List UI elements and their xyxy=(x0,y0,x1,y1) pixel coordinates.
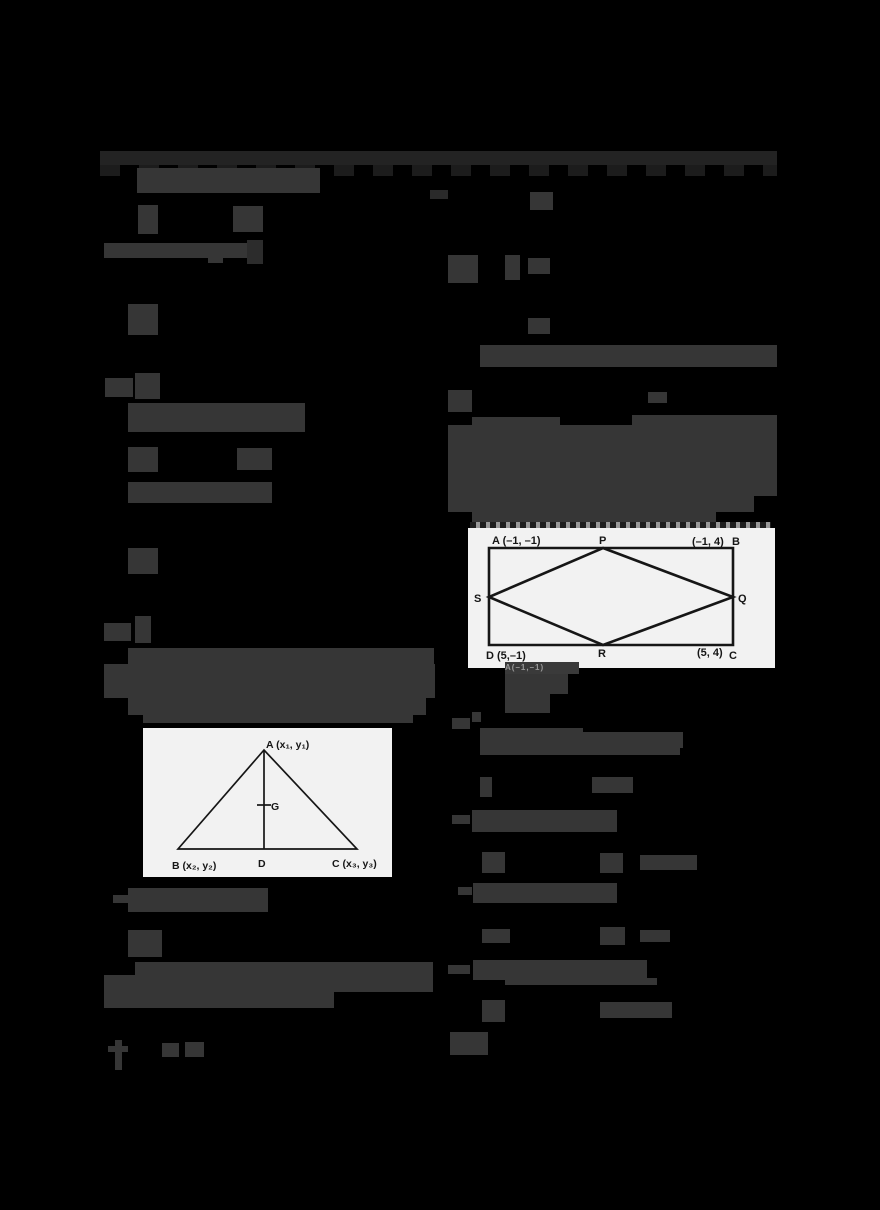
redacted-text-block xyxy=(480,777,492,797)
redacted-text-block xyxy=(472,712,481,722)
redacted-text-block xyxy=(648,392,667,403)
redacted-text-block xyxy=(104,664,435,698)
label-vertex-s: S xyxy=(474,593,482,605)
redacted-text-block xyxy=(448,496,754,512)
redacted-text-block xyxy=(472,810,617,832)
redacted-text-block xyxy=(135,373,160,399)
redacted-text-block xyxy=(458,887,472,895)
redacted-text-block xyxy=(640,855,697,870)
redacted-text-block xyxy=(482,852,505,873)
faint-caption-fragment: A(–1,–1) xyxy=(505,662,579,674)
redacted-text-block xyxy=(448,390,472,412)
redacted-text-block xyxy=(505,672,568,694)
redacted-text-block xyxy=(128,447,158,472)
label-vertex-q: Q xyxy=(738,593,747,605)
redacted-text-block xyxy=(452,718,470,729)
label-vertex-c: C (x₃, y₃) xyxy=(332,858,377,870)
redacted-text-block xyxy=(143,714,413,723)
redacted-text-block xyxy=(208,257,223,263)
redacted-text-block xyxy=(448,255,478,283)
rectangle-abcd-outline xyxy=(489,548,733,645)
redacted-text-block xyxy=(530,192,553,210)
redacted-text-block xyxy=(135,962,433,976)
redacted-text-block xyxy=(450,1032,488,1055)
redacted-text-block xyxy=(104,992,334,1008)
redacted-text-block xyxy=(237,448,272,470)
redacted-text-block xyxy=(473,883,617,903)
redacted-text-block xyxy=(452,815,470,824)
redacted-text-block xyxy=(135,616,151,643)
label-corner-b: B xyxy=(732,536,740,548)
redacted-text-block xyxy=(448,425,777,496)
redacted-text-block xyxy=(185,1042,204,1057)
redacted-text-block xyxy=(482,929,510,943)
redacted-text-block xyxy=(128,548,158,574)
redacted-text-block xyxy=(115,1040,122,1070)
redacted-text-block xyxy=(128,482,272,503)
rhombus-rectangle-diagram xyxy=(468,528,775,668)
redacted-text-block xyxy=(600,927,625,945)
redacted-text-block xyxy=(600,853,623,873)
redacted-text-block xyxy=(128,304,158,335)
redacted-text-block xyxy=(482,1000,505,1022)
rhombus-rectangle-figure xyxy=(468,528,775,668)
redacted-text-block xyxy=(472,512,716,522)
redacted-text-block xyxy=(128,888,268,912)
redacted-text-block xyxy=(128,403,305,432)
redacted-text-block xyxy=(528,258,550,274)
redacted-text-block xyxy=(480,345,777,367)
label-corner-b-coord: (–1, 4) xyxy=(692,536,724,548)
label-vertex-p: P xyxy=(599,535,607,547)
label-corner-c-coord: (5, 4) xyxy=(697,647,723,659)
label-corner-d: D (5,–1) xyxy=(486,650,526,662)
redacted-text-block xyxy=(104,243,248,258)
redacted-text-block xyxy=(247,240,263,264)
redacted-text-block xyxy=(505,978,657,985)
redacted-text-block xyxy=(138,205,158,234)
redacted-text-block xyxy=(128,698,426,715)
label-corner-a: A (–1, –1) xyxy=(492,535,541,547)
redacted-text-block xyxy=(528,318,550,334)
triangle-outline xyxy=(178,750,357,849)
redacted-text-block xyxy=(430,190,448,199)
rhombus-pqrs-outline xyxy=(489,548,733,645)
redacted-text-block xyxy=(473,960,647,980)
redacted-text-block xyxy=(600,1002,672,1018)
redacted-text-block xyxy=(480,745,680,755)
label-vertex-a: A (x₁, y₁) xyxy=(266,739,310,751)
redacted-text-block xyxy=(137,168,320,193)
redacted-text-block xyxy=(162,1043,179,1057)
redacted-text-block xyxy=(128,930,162,957)
label-vertex-b: B (x₂, y₂) xyxy=(172,860,217,872)
redacted-text-block xyxy=(632,415,777,425)
redacted-text-block xyxy=(104,975,433,992)
label-point-d: D xyxy=(258,858,266,870)
page-top-rule xyxy=(100,151,777,165)
triangle-median-figure xyxy=(143,728,392,877)
redacted-text-block xyxy=(505,255,520,280)
redacted-text-block xyxy=(448,965,470,974)
label-corner-c: C xyxy=(729,650,737,662)
redacted-text-block xyxy=(233,206,263,232)
label-point-g: G xyxy=(271,801,280,813)
redacted-text-block xyxy=(128,648,434,664)
redacted-text-block xyxy=(592,777,633,793)
redacted-text-block xyxy=(105,378,133,397)
redacted-text-block xyxy=(505,694,550,713)
label-vertex-r: R xyxy=(598,648,606,660)
redacted-text-block xyxy=(640,930,670,942)
triangle-median-diagram xyxy=(143,728,392,877)
redacted-text-block xyxy=(104,623,131,641)
redacted-text-block xyxy=(113,895,128,903)
